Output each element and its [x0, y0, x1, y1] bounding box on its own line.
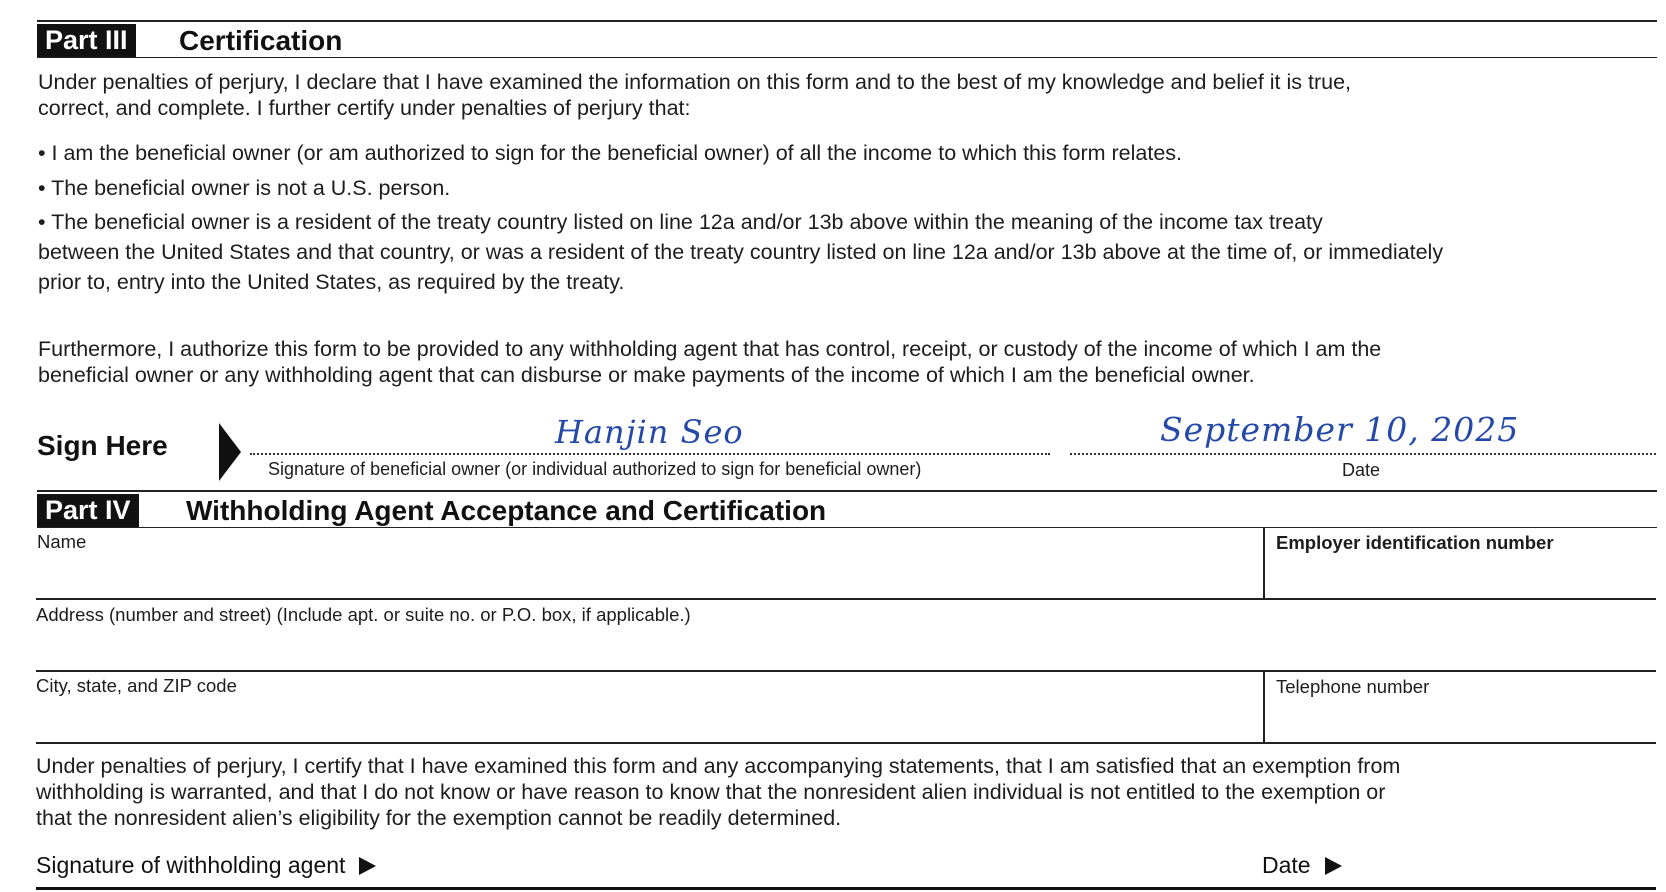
ein-label: Employer identification number: [1276, 532, 1554, 553]
phone-label: Telephone number: [1276, 676, 1430, 697]
part4-label: Part IV: [37, 494, 139, 527]
signature-value[interactable]: Hanjin Seo: [555, 413, 744, 451]
part3-title: Certification: [179, 25, 343, 56]
part3-bullet-3-line3: prior to, entry into the United States, as required by the treaty.: [38, 270, 625, 294]
part3-furthermore-line2: beneficial owner or any withholding agent that can disburse or make payments of the income of which I am the beneficial owner.: [38, 363, 1255, 387]
agent-signature-label: Signature of withholding agent: [36, 852, 346, 878]
part3-header: [37, 20, 1657, 58]
sign-here-arrow-icon: [219, 423, 241, 481]
part4-cert-line2: withholding is warranted, and that I do not know or have reason to know that the nonresident alien individual is not entitled to the exemption or: [36, 780, 1386, 804]
arrow-right-icon: [359, 857, 376, 875]
part4-header: [37, 490, 1657, 528]
signature-caption: Signature of beneficial owner (or individual authorized to sign for beneficial owner): [268, 459, 922, 479]
agent-signature-field[interactable]: [36, 852, 376, 879]
city-label: City, state, and ZIP code: [36, 675, 237, 696]
bottom-rule: [36, 887, 1656, 890]
date-caption: Date: [1342, 460, 1381, 480]
name-field[interactable]: [36, 528, 1264, 600]
part3-bullet-1: • I am the beneficial owner (or am authorized to sign for the beneficial owner) of all the income to which this form relates.: [38, 141, 1182, 165]
signature-line: [250, 453, 1050, 455]
part3-intro-line2: correct, and complete. I further certify under penalties of perjury that:: [38, 96, 691, 120]
date-value[interactable]: September 10, 2025: [1160, 410, 1520, 449]
date-line: [1070, 453, 1656, 455]
part3-bullet-2: • The beneficial owner is not a U.S. person.: [38, 176, 451, 200]
sign-here-label: Sign Here: [37, 430, 168, 461]
part4-cert-line1: Under penalties of perjury, I certify that I have examined this form and any accompanying statements, that I am satisfied that an exemption from: [36, 754, 1401, 778]
address-label: Address (number and street) (Include apt. or suite no. or P.O. box, if applicable.): [36, 604, 691, 625]
part3-furthermore-line1: Furthermore, I authorize this form to be provided to any withholding agent that has control, receipt, or custody of the income of which I am the: [38, 337, 1382, 361]
agent-date-field[interactable]: [1262, 852, 1342, 879]
part3-label: Part III: [37, 24, 136, 57]
part4-title: Withholding Agent Acceptance and Certification: [186, 495, 827, 526]
part4-cert-line3: that the nonresident alien’s eligibility for the exemption cannot be readily determined.: [36, 806, 842, 830]
arrow-right-icon: [1325, 857, 1342, 875]
part3-intro-line1: Under penalties of perjury, I declare that I have examined the information on this form and to the best of my knowledge and belief it is true,: [38, 70, 1352, 94]
part3-bullet-3-line1: • The beneficial owner is a resident of the treaty country listed on line 12a and/or 13b above within the meaning of the income tax treaty: [38, 210, 1323, 234]
part3-bullet-3-line2: between the United States and that country, or was a resident of the treaty country listed on line 12a and/or 13b above at the time of, or immediately: [38, 240, 1444, 264]
agent-date-label: Date: [1262, 852, 1311, 878]
name-label: Name: [37, 531, 87, 552]
